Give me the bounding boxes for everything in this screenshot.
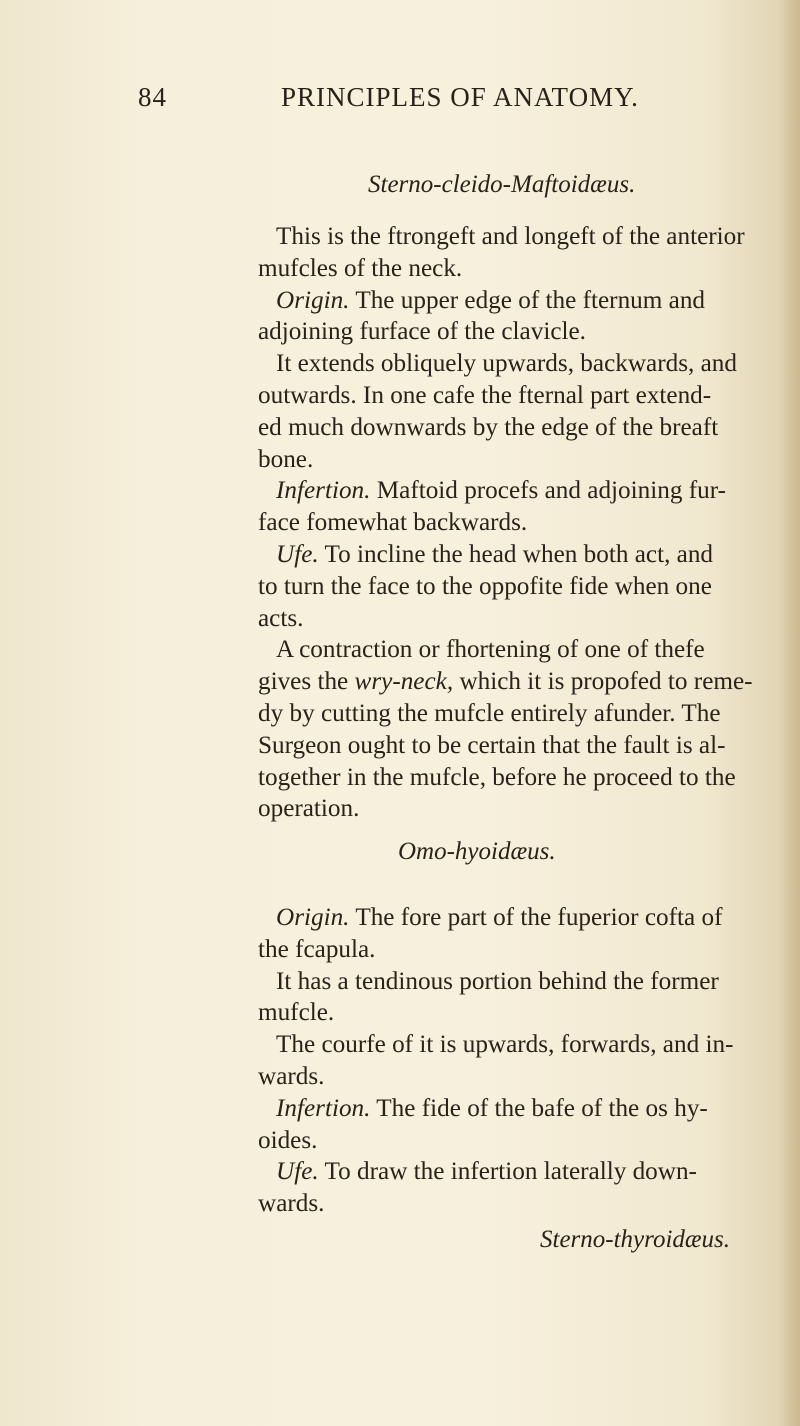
text-line: to turn the face to the oppofite fide when one [258,572,712,600]
text-line: mufcle. [258,999,335,1027]
text-line [258,902,742,934]
text-line: Surgeon ought to be certain that the fault is al- [258,731,726,759]
text-line: oides. [258,1126,318,1154]
page-edge-shadow [778,0,800,1426]
section-body-omo-hyoidaeus [258,902,742,1220]
text-span: To incline the head when both act, and [324,540,714,568]
text-line: mufcles of the neck. [258,254,463,282]
text-span: To draw the infertion laterally down- [324,1158,697,1186]
text-line: The courfe of it is upwards, forwards, and in- [276,1031,734,1059]
insertion-label: Infertion. [276,1094,371,1122]
text-line: wards. [258,1190,325,1218]
use-label: Ufe. [276,1158,319,1186]
text-line: outwards. In one cafe the fternal part extend- [258,381,712,409]
text-span: gives the [258,668,349,696]
text-line [258,1156,742,1188]
text-span: which it is propofed to reme- [459,668,753,696]
text-span: The fore part of the fuperior cofta of [355,904,723,931]
section-heading-omo-hyoidaeus: Omo-hyoidæus. [398,838,556,865]
text-line: operation. [258,795,360,823]
page-header [138,82,718,122]
running-title: PRINCIPLES OF ANATOMY. [281,82,639,112]
insertion-label: Infertion. [276,477,371,505]
text-line: wards. [258,1062,325,1090]
text-line: ed much downwards by the edge of the breaft [258,413,719,441]
wry-neck-term: wry-neck, [354,668,454,696]
text-line: face fomewhat backwards. [258,509,528,537]
text-line: This is the ftrongeft and longeft of the anterior [276,223,745,250]
text-line: together in the mufcle, before he proceed to the [258,763,736,791]
catchword: Sterno-thyroidæus. [540,1226,731,1253]
text-line: bone. [258,445,314,473]
use-label: Ufe. [276,540,319,568]
text-line: It has a tendinous portion behind the former [276,967,719,995]
text-line [258,1093,742,1125]
text-line: dy by cutting the mufcle entirely afunder. The [258,699,721,727]
text-span: Maftoid procefs and adjoining fur- [376,477,726,505]
text-line [258,285,742,317]
text-line: A contraction or fhortening of one of thefe [276,636,705,664]
text-line: It extends obliquely upwards, backwards, and [276,350,737,378]
origin-label: Origin. [276,904,350,931]
text-span: The fide of the bafe of the os hy- [376,1094,708,1122]
text-line: adjoining furface of the clavicle. [258,318,586,346]
text-line: acts. [258,604,304,632]
section-heading-sterno-cleido-mastoidaeus: Sterno-cleido-Maftoidæus. [368,171,636,198]
page-number: 84 [138,82,167,112]
text-line [258,666,753,698]
section-body-sterno-cleido-mastoidaeus [258,221,753,825]
origin-label: Origin. [276,286,350,314]
text-line [258,475,742,507]
text-line [258,539,742,571]
text-line: the fcapula. [258,935,376,963]
text-span: The upper edge of the fternum and [355,286,706,314]
